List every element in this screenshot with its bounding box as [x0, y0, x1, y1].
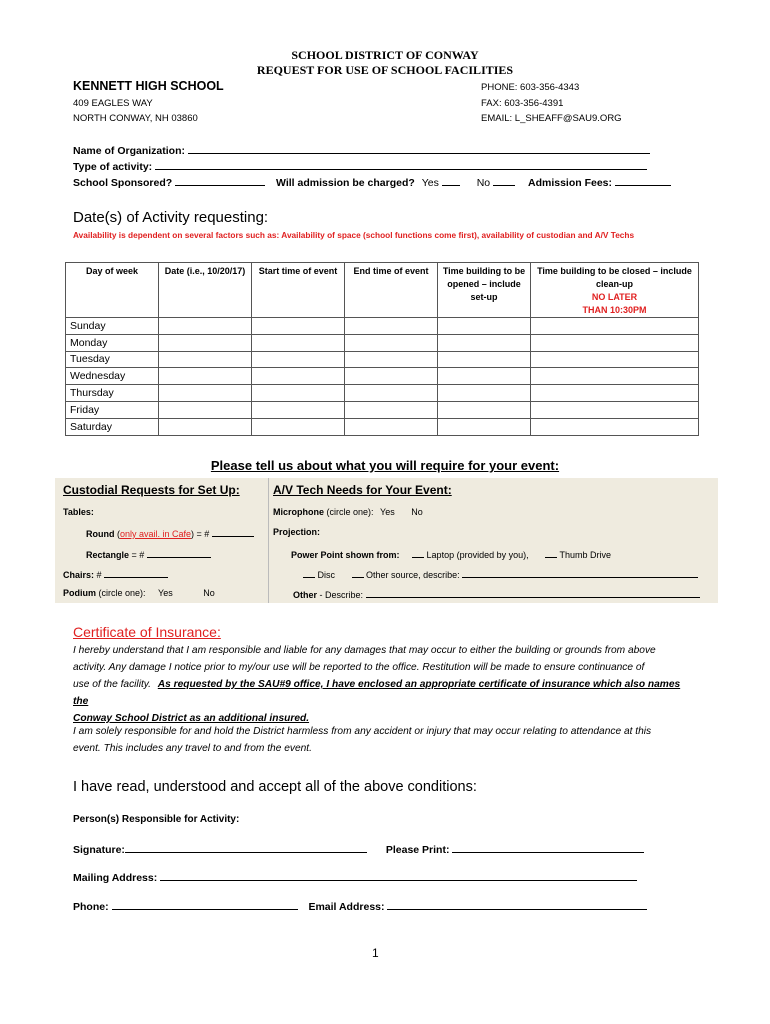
- open-cell[interactable]: [438, 351, 531, 368]
- rectangle-row: [86, 548, 211, 560]
- other-source-field[interactable]: [462, 568, 698, 578]
- table-row: [66, 385, 699, 402]
- phone-field[interactable]: [112, 900, 298, 910]
- start-cell[interactable]: [252, 418, 345, 435]
- close-cell[interactable]: [531, 351, 699, 368]
- insurance-requirement: As requested by the SAU#9 office, I have enclosed an appropriate certificate of insurance which also names the: [73, 679, 681, 707]
- form-title: REQUEST FOR USE OF SCHOOL FACILITIES: [256, 63, 514, 77]
- org-name-row: [73, 144, 650, 157]
- liability-line-3: [73, 676, 693, 710]
- date-cell[interactable]: [159, 318, 252, 335]
- microphone-circle: (circle one):: [326, 507, 374, 517]
- other-describe: - Describe:: [319, 590, 364, 600]
- end-cell[interactable]: [345, 318, 438, 335]
- phone-label: Phone:: [73, 901, 109, 913]
- close-cell[interactable]: [531, 334, 699, 351]
- date-cell[interactable]: [159, 351, 252, 368]
- dates-title: Date(s) of Activity requesting:: [73, 209, 269, 226]
- table-row: [66, 401, 699, 418]
- email-label: Email Address:: [308, 901, 385, 913]
- day-cell: Monday: [66, 334, 159, 351]
- open-cell[interactable]: [438, 385, 531, 402]
- thumb-option: Thumb Drive: [559, 550, 611, 560]
- availability-note: Availability is dependent on several factors such as: Availability of space (school functions come first), availability of custodian and A/V Techs: [73, 230, 635, 240]
- end-cell[interactable]: [345, 334, 438, 351]
- harmless-line-2: event. This includes any travel to and from the event.: [73, 743, 312, 754]
- other-field[interactable]: [366, 588, 700, 598]
- address-line-1: 409 EAGLES WAY: [73, 98, 153, 109]
- microphone-label: Microphone: [273, 507, 324, 517]
- chairs-label: Chairs:: [63, 570, 95, 580]
- podium-label: Podium: [63, 588, 96, 598]
- close-cell[interactable]: [531, 385, 699, 402]
- rectangle-suffix: = #: [131, 550, 145, 560]
- end-cell[interactable]: [345, 418, 438, 435]
- day-cell: Sunday: [66, 318, 159, 335]
- org-name-label: Name of Organization:: [73, 145, 186, 157]
- district-title: SCHOOL DISTRICT OF CONWAY: [291, 48, 479, 62]
- open-cell[interactable]: [438, 318, 531, 335]
- table-row: [66, 368, 699, 385]
- print-field[interactable]: [452, 843, 644, 853]
- projection-label: Projection:: [273, 527, 321, 537]
- close-cell[interactable]: [531, 401, 699, 418]
- date-cell[interactable]: [159, 385, 252, 402]
- open-cell[interactable]: [438, 401, 531, 418]
- podium-yes[interactable]: Yes: [158, 588, 173, 598]
- round-field[interactable]: [212, 527, 254, 537]
- disc-option: Disc: [317, 570, 336, 580]
- laptop-option: Laptop (provided by you),: [426, 550, 529, 560]
- end-cell[interactable]: [345, 401, 438, 418]
- email-info: EMAIL: L_SHEAFF@SAU9.ORG: [481, 113, 622, 124]
- address-line-2: NORTH CONWAY, NH 03860: [73, 113, 198, 124]
- col-open: Time building to be opened – include set-up: [438, 263, 531, 318]
- signature-label: Signature:: [73, 844, 125, 856]
- signature-field[interactable]: [125, 843, 367, 853]
- microphone-no[interactable]: No: [411, 507, 423, 517]
- round-note: only avail. in Cafe: [120, 529, 192, 539]
- schedule-table: [65, 262, 699, 436]
- other-label: Other: [293, 590, 318, 600]
- start-cell[interactable]: [252, 318, 345, 335]
- day-cell: Wednesday: [66, 368, 159, 385]
- date-cell[interactable]: [159, 418, 252, 435]
- col-start: Start time of event: [252, 263, 345, 318]
- col-close-label: Time building to be closed – include clean-up: [537, 266, 692, 289]
- disc-check[interactable]: [303, 568, 315, 578]
- start-cell[interactable]: [252, 334, 345, 351]
- laptop-check[interactable]: [412, 548, 424, 558]
- other-row: [293, 588, 700, 600]
- mailing-label: Mailing Address:: [73, 872, 158, 884]
- round-suffix: = #: [196, 529, 210, 539]
- phone-info: PHONE: 603-356-4343: [481, 82, 580, 93]
- start-cell[interactable]: [252, 385, 345, 402]
- activity-type-row: [73, 160, 647, 173]
- end-cell[interactable]: [345, 368, 438, 385]
- chairs-suffix: #: [96, 570, 102, 580]
- fax-info: FAX: 603-356-4391: [481, 98, 564, 109]
- liability-line-3-text: use of the facility.: [73, 679, 151, 690]
- date-cell[interactable]: [159, 334, 252, 351]
- start-cell[interactable]: [252, 368, 345, 385]
- podium-circle: (circle one):: [98, 588, 146, 598]
- thumb-check[interactable]: [545, 548, 557, 558]
- powerpoint-label: Power Point shown from:: [291, 550, 400, 560]
- podium-row: [63, 588, 215, 598]
- admission-fees-field[interactable]: [615, 176, 671, 186]
- start-cell[interactable]: [252, 401, 345, 418]
- org-name-field[interactable]: [188, 144, 650, 154]
- school-name: KENNETT HIGH SCHOOL: [73, 79, 224, 93]
- rectangle-label: Rectangle: [86, 550, 130, 560]
- col-end: End time of event: [345, 263, 438, 318]
- liability-line-2: activity. Any damage I notice prior to my/our use will be reported to the office. Restitution will be made to ensure continuance of: [73, 662, 645, 673]
- admission-no-field[interactable]: [493, 176, 515, 186]
- harmless-paragraph: [73, 723, 693, 757]
- close-cell[interactable]: [531, 368, 699, 385]
- day-cell: Tuesday: [66, 351, 159, 368]
- powerpoint-row: [291, 548, 611, 560]
- start-cell[interactable]: [252, 351, 345, 368]
- table-row: [66, 334, 699, 351]
- admission-question: Will admission be charged?: [276, 177, 415, 189]
- close-time-note: NO LATER THAN 10:30PM: [582, 292, 647, 315]
- rectangle-field[interactable]: [147, 548, 211, 558]
- admission-yes-field[interactable]: [442, 176, 460, 186]
- podium-no[interactable]: No: [203, 588, 215, 598]
- admission-fees-label: Admission Fees:: [527, 177, 613, 189]
- email-field[interactable]: [387, 900, 647, 910]
- microphone-yes[interactable]: Yes: [380, 507, 395, 517]
- persons-label: Person(s) Responsible for Activity:: [73, 814, 240, 825]
- close-cell[interactable]: [531, 418, 699, 435]
- open-cell[interactable]: [438, 418, 531, 435]
- close-cell[interactable]: [531, 318, 699, 335]
- sponsored-row: [73, 176, 671, 189]
- sponsored-label: School Sponsored?: [73, 177, 173, 189]
- microphone-row: [273, 507, 423, 517]
- signature-row: [73, 843, 644, 856]
- table-row: [66, 318, 699, 335]
- table-row: [66, 418, 699, 435]
- admission-no: No: [476, 177, 491, 189]
- day-cell: Thursday: [66, 385, 159, 402]
- open-cell[interactable]: [438, 368, 531, 385]
- date-cell[interactable]: [159, 368, 252, 385]
- activity-type-field[interactable]: [155, 160, 647, 170]
- other-source-label: Other source, describe:: [366, 570, 460, 580]
- insurance-requirement-cont: Conway School District as an additional insured.: [73, 713, 310, 724]
- col-date: Date (i.e., 10/20/17): [159, 263, 252, 318]
- liability-line-1: I hereby understand that I am responsible and liable for any damages that may occur to either the building or grounds from above: [73, 645, 656, 656]
- table-row: [66, 351, 699, 368]
- end-cell[interactable]: [345, 351, 438, 368]
- other-source-check[interactable]: [352, 568, 364, 578]
- day-cell: Friday: [66, 401, 159, 418]
- disc-row: [303, 568, 698, 580]
- insurance-title: Certificate of Insurance:: [73, 624, 221, 640]
- admission-yes: Yes: [421, 177, 439, 189]
- custodial-title: Custodial Requests for Set Up:: [63, 483, 240, 497]
- requirements-title: Please tell us about what you will require for your event:: [210, 458, 560, 473]
- round-label: Round: [86, 529, 115, 539]
- contact-row: [73, 900, 647, 913]
- date-cell[interactable]: [159, 401, 252, 418]
- page-number: 1: [372, 946, 379, 960]
- round-row: Round (only avail. in Cafe) = #: [86, 527, 254, 539]
- liability-paragraph: [73, 642, 693, 727]
- accept-title: I have read, understood and accept all of the above conditions:: [73, 779, 477, 795]
- col-day: Day of week: [66, 263, 159, 318]
- tables-label: Tables:: [63, 507, 94, 517]
- day-cell: Saturday: [66, 418, 159, 435]
- harmless-line-1: I am solely responsible for and hold the District harmless from any accident or injury that may occur relating to attendance at this: [73, 726, 652, 737]
- requirements-divider: [268, 478, 269, 603]
- activity-type-label: Type of activity:: [73, 161, 153, 173]
- open-cell[interactable]: [438, 334, 531, 351]
- sponsored-field[interactable]: [175, 176, 265, 186]
- mailing-row: [73, 871, 637, 884]
- chairs-row: [63, 568, 168, 580]
- mailing-field[interactable]: [160, 871, 637, 881]
- end-cell[interactable]: [345, 385, 438, 402]
- av-title: A/V Tech Needs for Your Event:: [273, 483, 452, 497]
- schedule-header-row: [66, 263, 699, 318]
- col-close: [531, 263, 699, 318]
- chairs-field[interactable]: [104, 568, 168, 578]
- print-label: Please Print:: [385, 844, 450, 856]
